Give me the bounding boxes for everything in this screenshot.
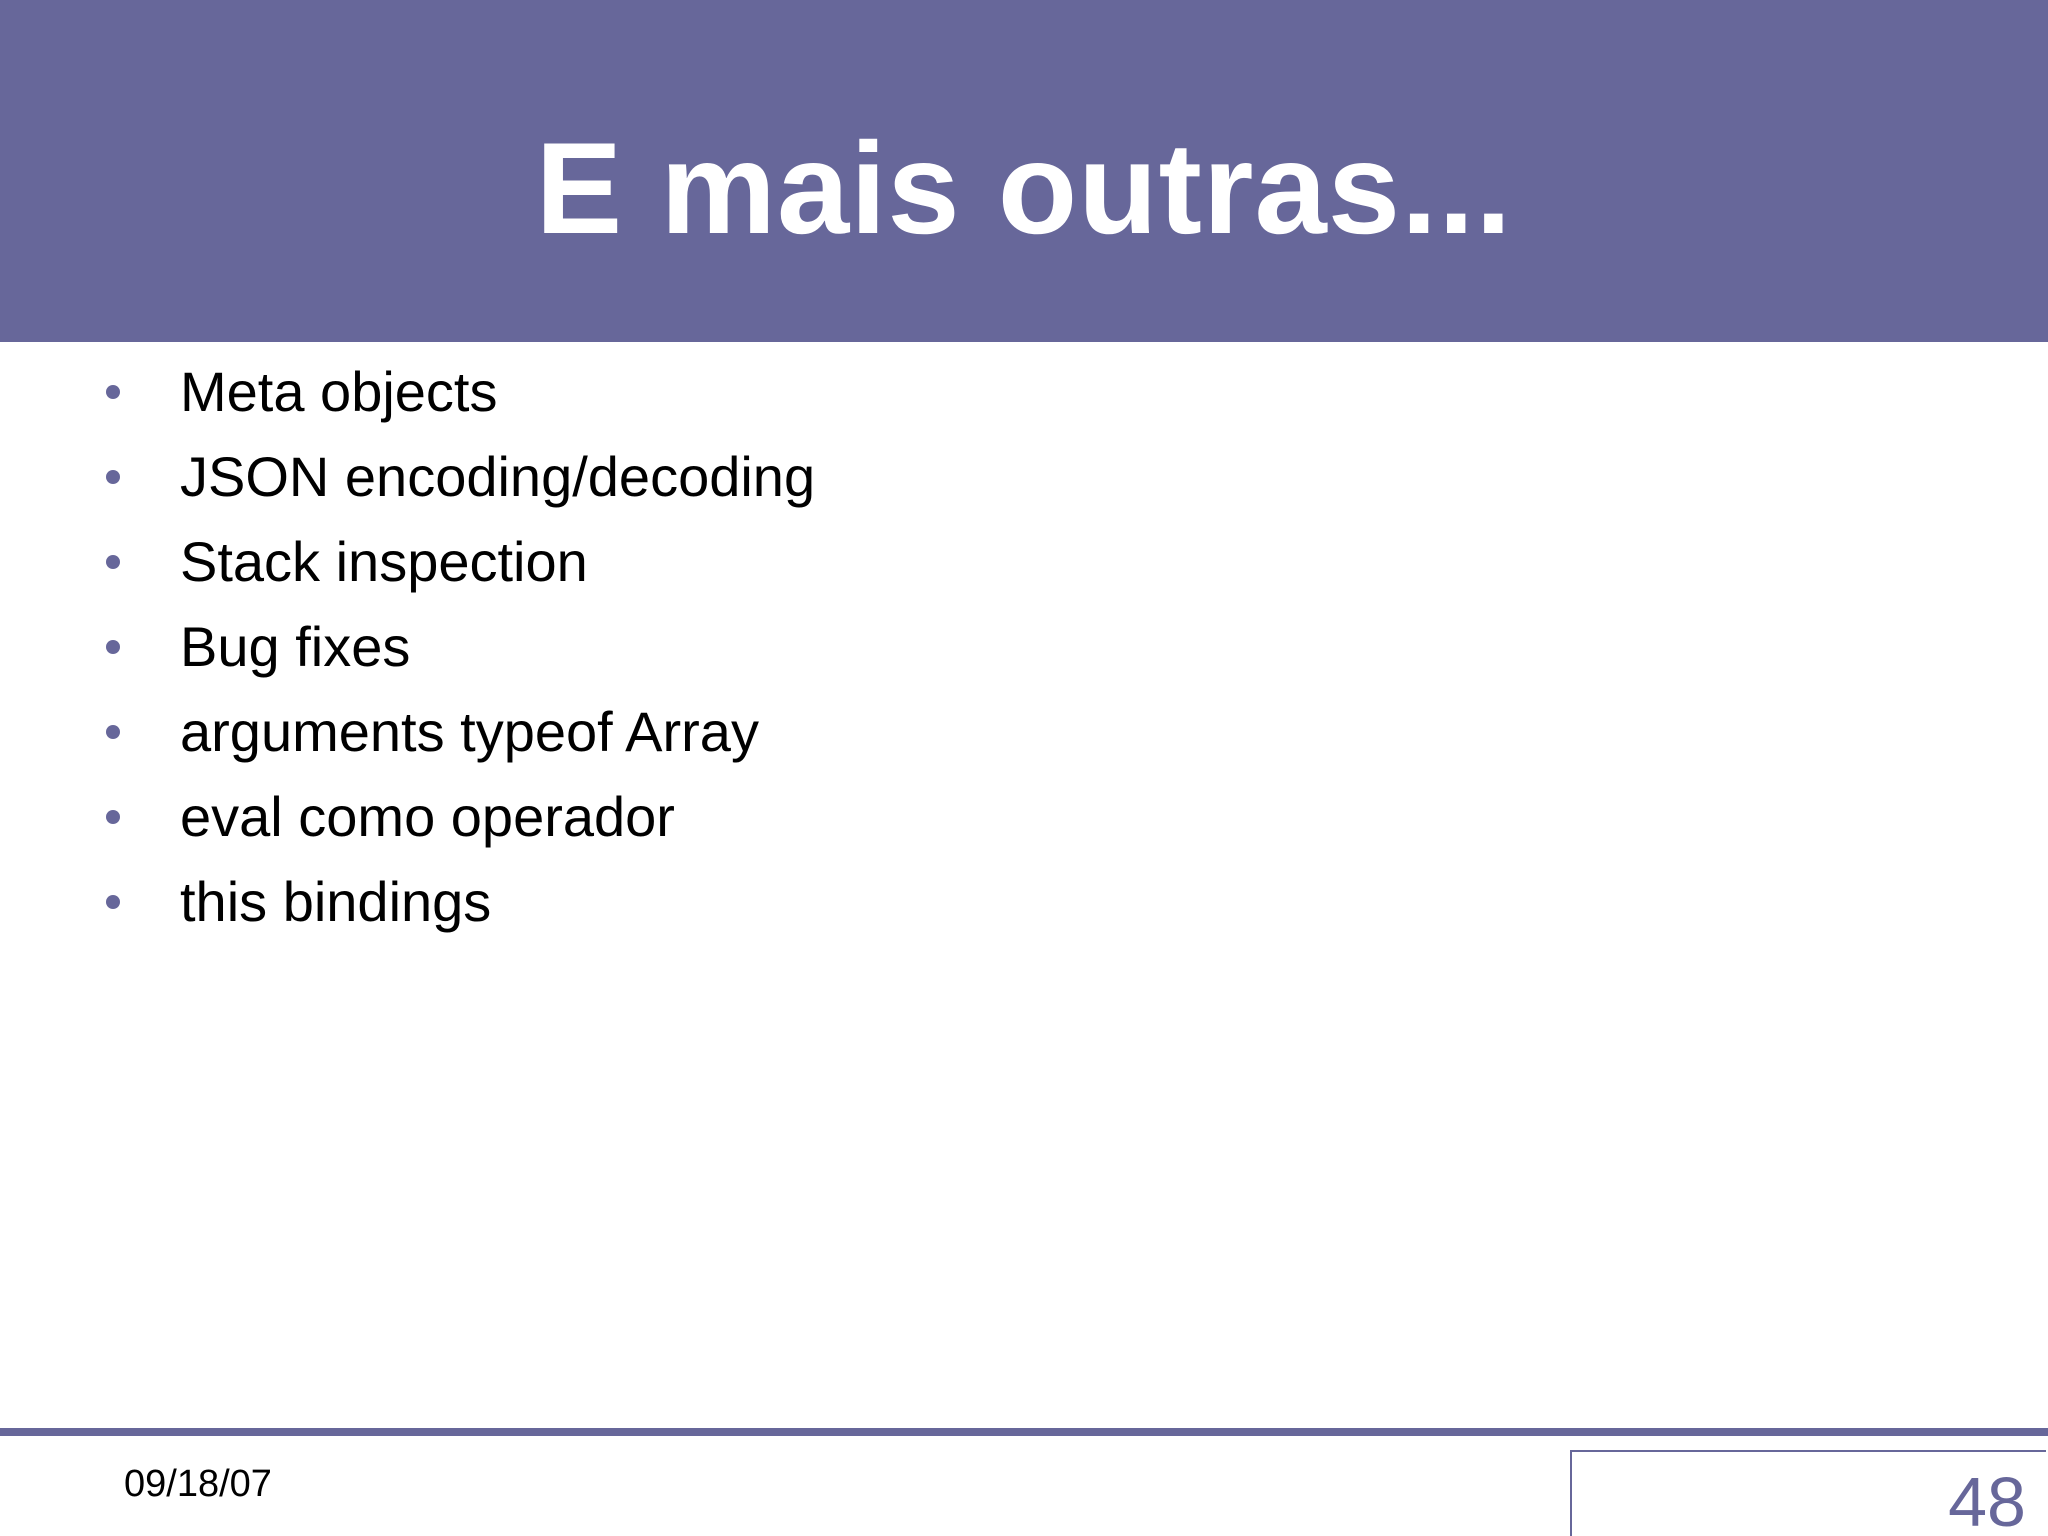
bullet-icon: [106, 640, 120, 654]
bullet-icon: [106, 725, 120, 739]
footer-date: 09/18/07: [124, 1463, 272, 1505]
list-item: [0, 780, 1400, 865]
list-item: [0, 865, 1400, 950]
title-bar: [0, 0, 2048, 342]
bullet-text: JSON encoding/decoding: [180, 445, 816, 508]
list-item: [0, 355, 1400, 440]
bullet-list: [0, 355, 1400, 950]
list-item: [0, 525, 1400, 610]
bullet-text: Meta objects: [180, 360, 498, 423]
bullet-icon: [106, 810, 120, 824]
bullet-icon: [106, 385, 120, 399]
bullet-text: Stack inspection: [180, 530, 588, 593]
bullet-icon: [106, 555, 120, 569]
footer-divider: [0, 1428, 2048, 1436]
bullet-text: arguments typeof Array: [180, 700, 759, 763]
bullet-text: this bindings: [180, 870, 492, 933]
list-item: [0, 610, 1400, 695]
bullet-icon: [106, 470, 120, 484]
page-number-box: [1570, 1450, 2046, 1536]
slide-title: E mais outras...: [535, 115, 1513, 261]
list-item: [0, 440, 1400, 525]
bullet-icon: [106, 895, 120, 909]
page-number: 48: [1948, 1463, 2026, 1536]
list-item: [0, 695, 1400, 780]
bullet-text: Bug fixes: [180, 615, 411, 678]
bullet-text: eval como operador: [180, 785, 675, 848]
